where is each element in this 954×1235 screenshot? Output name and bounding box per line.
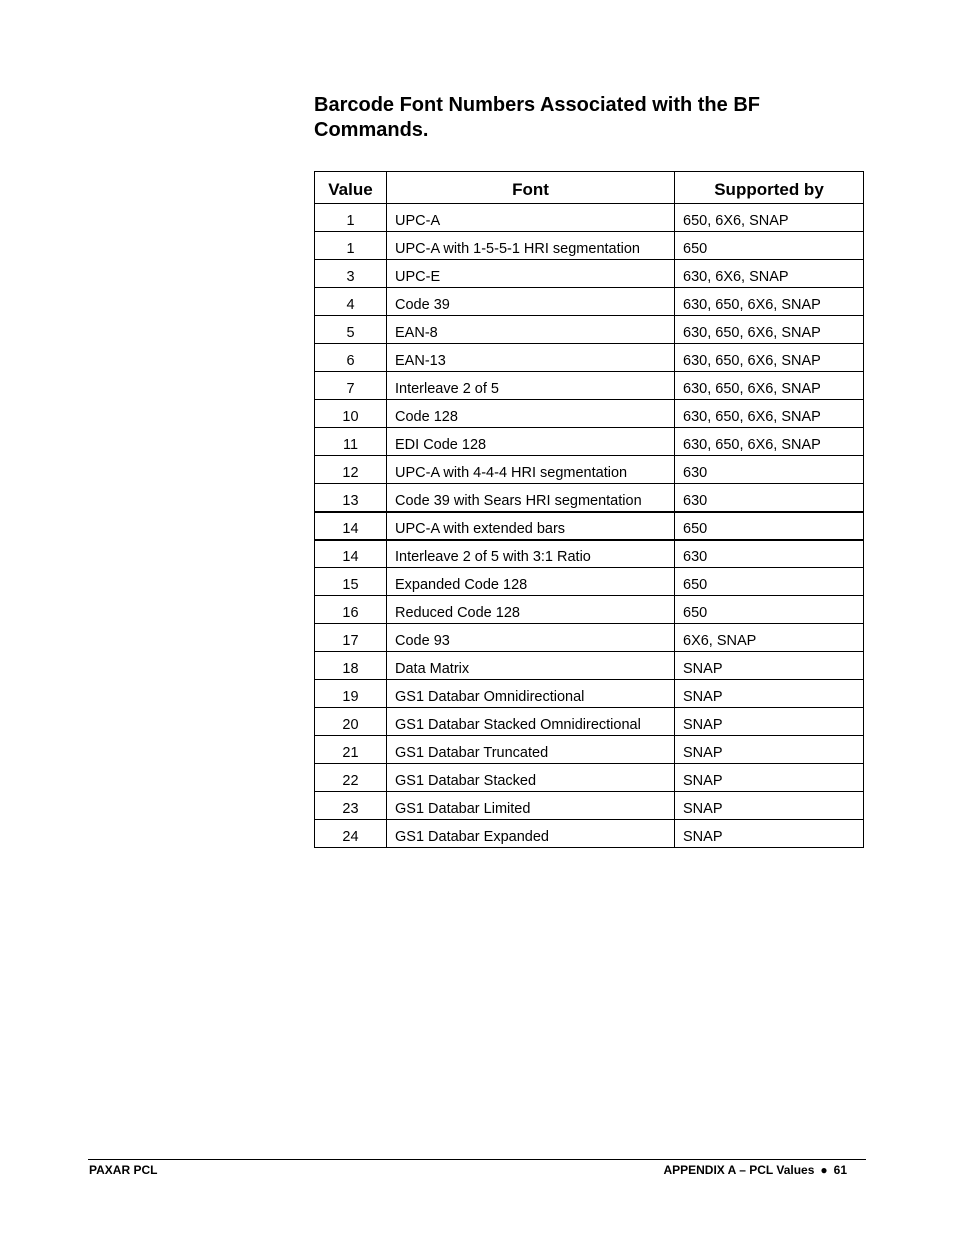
- cell-value: 21: [315, 736, 387, 764]
- column-header-font: Font: [387, 172, 675, 204]
- column-header-value: Value: [315, 172, 387, 204]
- table-row: [315, 512, 864, 540]
- cell-font: Code 128: [387, 400, 675, 428]
- cell-value: 16: [315, 596, 387, 624]
- cell-value: 18: [315, 652, 387, 680]
- cell-value: 14: [315, 540, 387, 568]
- cell-value: 19: [315, 680, 387, 708]
- cell-supported-by: SNAP: [675, 820, 864, 848]
- cell-font: Code 93: [387, 624, 675, 652]
- cell-supported-by: SNAP: [675, 764, 864, 792]
- table-row: [315, 596, 864, 624]
- cell-font: EAN-13: [387, 344, 675, 372]
- cell-font: Code 39 with Sears HRI segmentation: [387, 484, 675, 512]
- table-row: [315, 456, 864, 484]
- cell-value: 1: [315, 204, 387, 232]
- table-row: [315, 708, 864, 736]
- cell-font: GS1 Databar Expanded: [387, 820, 675, 848]
- cell-value: 7: [315, 372, 387, 400]
- cell-supported-by: SNAP: [675, 680, 864, 708]
- cell-supported-by: 630, 650, 6X6, SNAP: [675, 428, 864, 456]
- cell-supported-by: 6X6, SNAP: [675, 624, 864, 652]
- table-row: [315, 260, 864, 288]
- cell-supported-by: 650: [675, 512, 864, 540]
- bullet-icon: ●: [820, 1163, 828, 1177]
- table-row: [315, 680, 864, 708]
- table-row: [315, 428, 864, 456]
- table-row: [315, 568, 864, 596]
- cell-font: Code 39: [387, 288, 675, 316]
- footer-divider: [88, 1159, 866, 1160]
- cell-font: UPC-A: [387, 204, 675, 232]
- table-row: [315, 400, 864, 428]
- cell-value: 22: [315, 764, 387, 792]
- table-row: [315, 652, 864, 680]
- cell-font: Interleave 2 of 5 with 3:1 Ratio: [387, 540, 675, 568]
- table-header-row: [315, 172, 864, 204]
- cell-value: 1: [315, 232, 387, 260]
- cell-value: 20: [315, 708, 387, 736]
- table-row: [315, 624, 864, 652]
- cell-font: GS1 Databar Stacked: [387, 764, 675, 792]
- cell-value: 14: [315, 512, 387, 540]
- page-title: Barcode Font Numbers Associated with the BF Commands.: [314, 94, 760, 141]
- cell-supported-by: 650, 6X6, SNAP: [675, 204, 864, 232]
- cell-font: Expanded Code 128: [387, 568, 675, 596]
- cell-font: UPC-A with 1-5-5-1 HRI segmentation: [387, 232, 675, 260]
- cell-font: GS1 Databar Truncated: [387, 736, 675, 764]
- cell-value: 23: [315, 792, 387, 820]
- cell-supported-by: 630: [675, 484, 864, 512]
- cell-value: 5: [315, 316, 387, 344]
- cell-supported-by: 650: [675, 232, 864, 260]
- cell-supported-by: 630, 650, 6X6, SNAP: [675, 288, 864, 316]
- cell-value: 3: [315, 260, 387, 288]
- table-row: [315, 344, 864, 372]
- cell-supported-by: 630, 650, 6X6, SNAP: [675, 400, 864, 428]
- table-row: [315, 232, 864, 260]
- table-row: [315, 820, 864, 848]
- table-row: [315, 204, 864, 232]
- table-row: [315, 316, 864, 344]
- cell-supported-by: 630: [675, 456, 864, 484]
- cell-supported-by: 650: [675, 568, 864, 596]
- cell-font: UPC-A with extended bars: [387, 512, 675, 540]
- cell-supported-by: SNAP: [675, 792, 864, 820]
- footer-product-name: PAXAR PCL: [89, 1163, 158, 1177]
- barcode-font-table: [314, 171, 864, 848]
- table-row: [315, 736, 864, 764]
- cell-font: Interleave 2 of 5: [387, 372, 675, 400]
- cell-value: 12: [315, 456, 387, 484]
- cell-supported-by: 650: [675, 596, 864, 624]
- cell-supported-by: SNAP: [675, 736, 864, 764]
- table-row: [315, 288, 864, 316]
- cell-value: 6: [315, 344, 387, 372]
- table-row: [315, 484, 864, 512]
- cell-value: 10: [315, 400, 387, 428]
- table-row: [315, 792, 864, 820]
- cell-font: GS1 Databar Limited: [387, 792, 675, 820]
- cell-supported-by: 630, 650, 6X6, SNAP: [675, 372, 864, 400]
- table-row: [315, 372, 864, 400]
- cell-supported-by: 630, 6X6, SNAP: [675, 260, 864, 288]
- cell-font: UPC-A with 4-4-4 HRI segmentation: [387, 456, 675, 484]
- cell-supported-by: 630, 650, 6X6, SNAP: [675, 344, 864, 372]
- cell-font: GS1 Databar Stacked Omnidirectional: [387, 708, 675, 736]
- cell-value: 17: [315, 624, 387, 652]
- cell-supported-by: 630, 650, 6X6, SNAP: [675, 316, 864, 344]
- cell-value: 15: [315, 568, 387, 596]
- cell-font: Data Matrix: [387, 652, 675, 680]
- cell-font: EAN-8: [387, 316, 675, 344]
- page-number: 61: [833, 1163, 847, 1177]
- cell-supported-by: SNAP: [675, 708, 864, 736]
- cell-font: GS1 Databar Omnidirectional: [387, 680, 675, 708]
- cell-value: 11: [315, 428, 387, 456]
- cell-supported-by: SNAP: [675, 652, 864, 680]
- table-row: [315, 540, 864, 568]
- cell-font: Reduced Code 128: [387, 596, 675, 624]
- cell-supported-by: 630: [675, 540, 864, 568]
- cell-value: 4: [315, 288, 387, 316]
- table-row: [315, 764, 864, 792]
- column-header-supported-by: Supported by: [675, 172, 864, 204]
- cell-font: UPC-E: [387, 260, 675, 288]
- cell-value: 24: [315, 820, 387, 848]
- cell-font: EDI Code 128: [387, 428, 675, 456]
- footer-page-info: [663, 1163, 847, 1177]
- cell-value: 13: [315, 484, 387, 512]
- footer-section-title: APPENDIX A – PCL Values: [663, 1163, 815, 1177]
